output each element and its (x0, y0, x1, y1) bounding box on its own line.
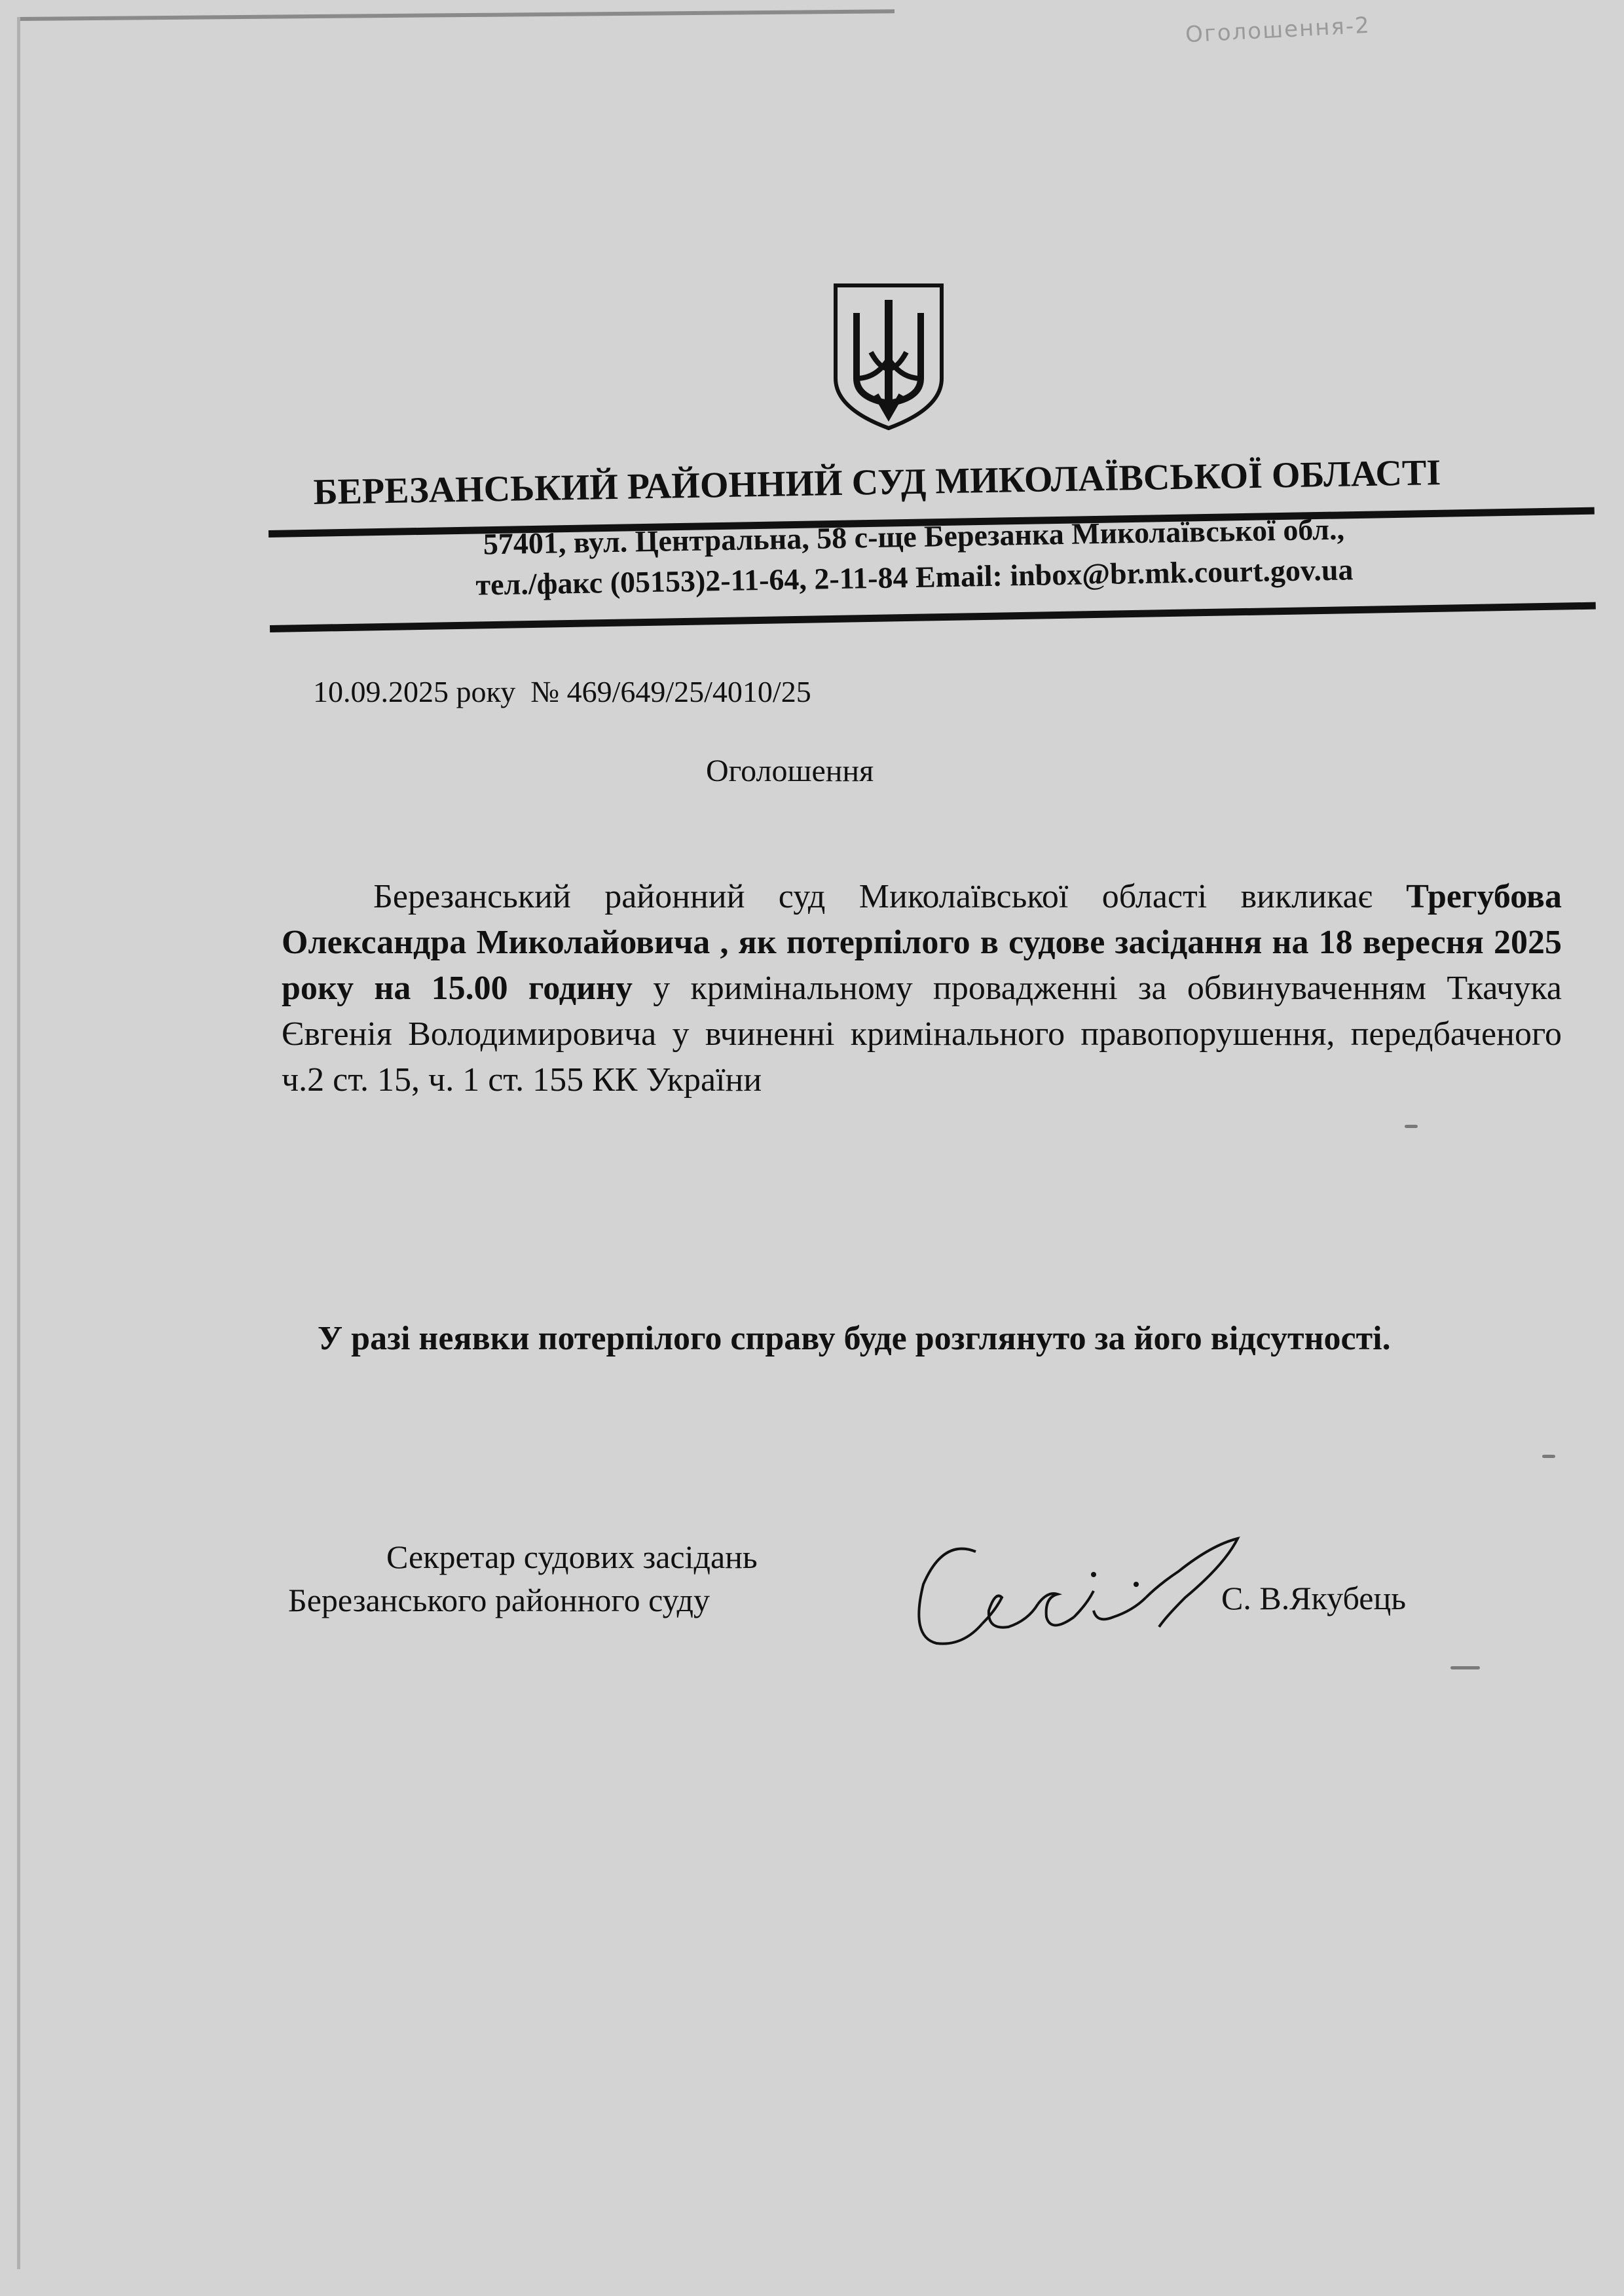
scan-mark (1405, 1125, 1418, 1128)
pencil-annotation: Оголошення-2 (1185, 12, 1371, 48)
scan-mark (1450, 1666, 1480, 1669)
summons-case-details: у кримінальному провадженні за обвинуваченням Ткачука Євгенія Володимировича у вчиненні кримінального правопорушення, передбаченого ч.2 ст. 15, ч. 1 ст. 155 КК України (282, 970, 1562, 1099)
court-name: БЕРЕЗАНСЬКИЙ РАЙОННИЙ СУД МИКОЛАЇВСЬКОЇ ОБЛАСТІ (313, 452, 1441, 513)
header-rule-bottom (270, 602, 1596, 632)
signer-role-line-2: Березанського районного суду (288, 1582, 710, 1618)
absence-warning-text: У разі неявки потерпілого справу буде розглянуто за його відсутності. (318, 1320, 1391, 1357)
signer-role-line-1: Секретар судових засідань (386, 1539, 758, 1575)
page-edge-left (17, 17, 20, 2269)
ukraine-trident-emblem (830, 280, 947, 431)
address-line-1: 57401, вул. Центральна, 58 с-ще Березанка Миколаївської обл., (483, 512, 1345, 561)
court-address (275, 505, 1553, 609)
document-title: Оголошення (706, 754, 874, 788)
signer-role (288, 1535, 758, 1622)
absence-warning (288, 1316, 1441, 1362)
address-line-2: тел./факс (05153)2-11-64, 2-11-84 Email: inbox@br.mk.court.gov.ua (475, 553, 1354, 602)
scan-mark (1542, 1455, 1555, 1458)
summons-intro: Березанський районний суд Миколаївської області викликає (373, 878, 1407, 915)
reference-line (313, 674, 811, 709)
page-edge-top (17, 9, 895, 21)
summons-paragraph (282, 874, 1562, 1103)
reference-number: № 469/649/25/4010/25 (530, 675, 811, 708)
signer-name: С. В.Якубець (1221, 1580, 1407, 1616)
summons-person-and-date: Трегубова Олександра Миколайовича , як потерпілого в судове засідання на 18 вересня 2025 року на 15.00 годину (282, 878, 1562, 1007)
reference-date: 10.09.2025 року (313, 675, 516, 708)
handwritten-signature (897, 1512, 1251, 1663)
